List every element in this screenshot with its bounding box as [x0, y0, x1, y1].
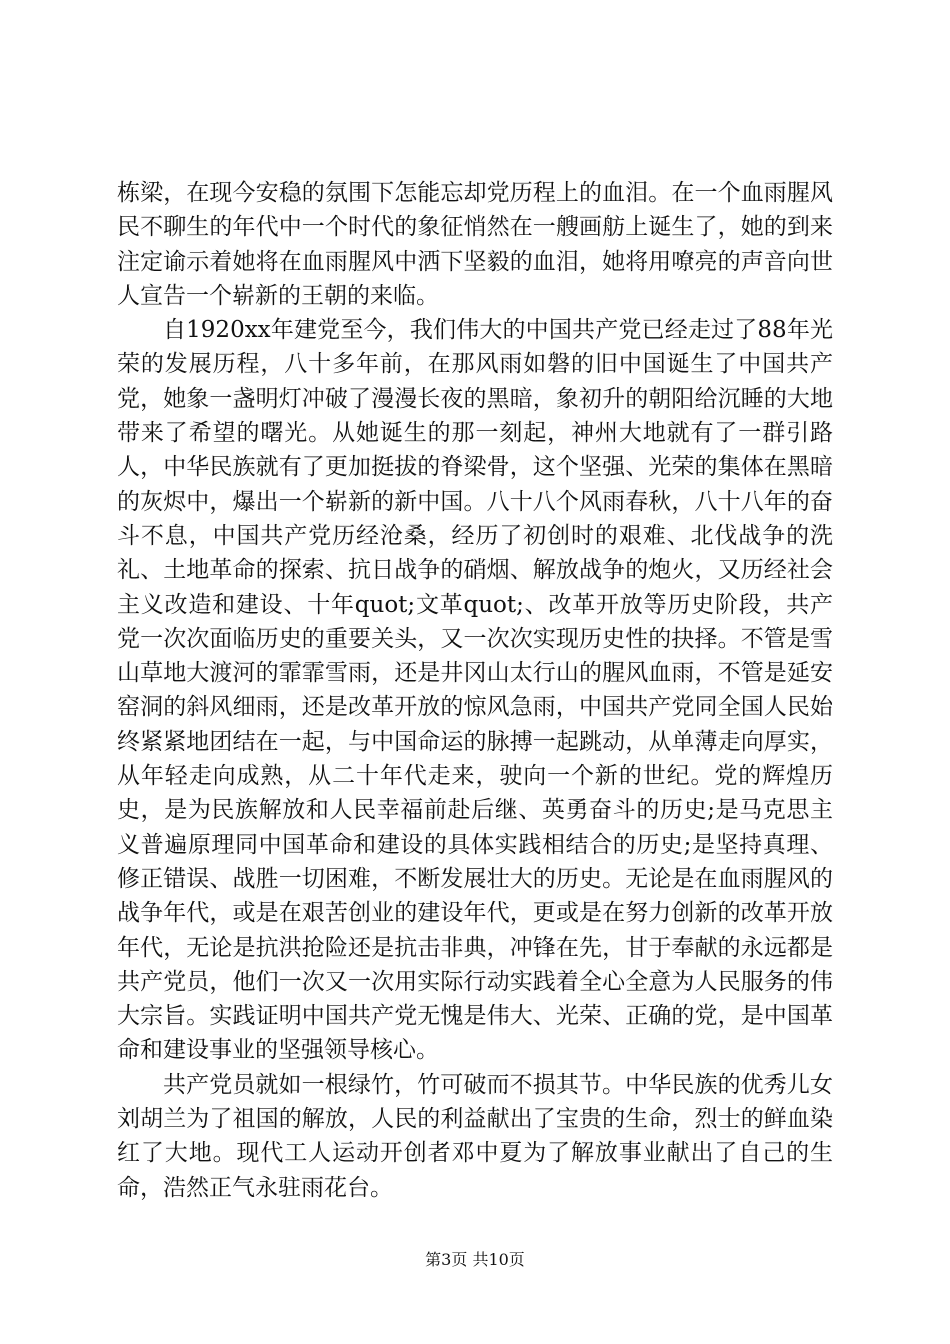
- paragraph-green-bamboo: 共产党员就如一根绿竹，竹可破而不损其节。中华民族的优秀儿女刘胡兰为了祖国的解放，人民的利益献出了宝贵的生命，烈士的鲜血染红了大地。现代工人运动开创者邓中夏为了解放事业献出了自己的生命，浩然正气永驻雨花台。: [117, 1071, 833, 1201]
- paragraph-party-history: 自1920xx年建党至今，我们伟大的中国共产党已经走过了88年光荣的发展历程，八十多年前，在那风雨如磐的旧中国诞生了中国共产党，她象一盏明灯冲破了漫漫长夜的黑暗，象初升的朝阳给沉睡的大地带来了希望的曙光。从她诞生的那一刻起，神州大地就有了一群引路人，中华民族就有了更加挺拔的脊梁骨，这个坚强、光荣的集体在黑暗的灰烬中，爆出一个崭新的新中国。八十八个风雨春秋，八十八年的奋斗不息，中国共产党历经沧桑，经历了初创时的艰难、北伐战争的洗礼、土地革命的探索、抗日战争的硝烟、解放战争的炮火，又历经社会主义改造和建设、十年quot;文革quot;、改革开放等历史阶段，共产党一次次面临历史的重要关头，又一次次实现历史性的抉择。不管是雪山草地大渡河的霏霏雪雨，还是井冈山太行山的腥风血雨，不管是延安窑洞的斜风细雨，还是改革开放的惊风急雨，中国共产党同全国人民始终紧紧地团结在一起，与中国命运的脉搏一起跳动，从单薄走向厚实，从年轻走向成熟，从二十年代走来，驶向一个新的世纪。党的辉煌历史，是为民族解放和人民幸福前赴后继、英勇奋斗的历史;是马克思主义普遍原理同中国革命和建设的具体实践相结合的历史;是坚持真理、修正错误、战胜一切困难，不断发展壮大的历史。无论是在血雨腥风的战争年代，或是在艰苦创业的建设年代，更或是在努力创新的改革开放年代，无论是抗洪抢险还是抗击非典，冲锋在先，甘于奉献的永远都是共产党员，他们一次又一次用实际行动实践着全心全意为人民服务的伟大宗旨。实践证明中国共产党无愧是伟大、光荣、正确的党，是中国革命和建设事业的坚强领导核心。: [117, 317, 833, 1064]
- body-text: [117, 176, 833, 1205]
- paragraph-continuation: 栋梁，在现今安稳的氛围下怎能忘却党历程上的血泪。在一个血雨腥风民不聊生的年代中一个时代的象征悄然在一艘画舫上诞生了，她的到来注定谕示着她将在血雨腥风中洒下坚毅的血泪，她将用嘹亮的声音向世人宣告一个崭新的王朝的来临。: [117, 180, 833, 309]
- page-footer: 第3页 共10页: [425, 1250, 525, 1269]
